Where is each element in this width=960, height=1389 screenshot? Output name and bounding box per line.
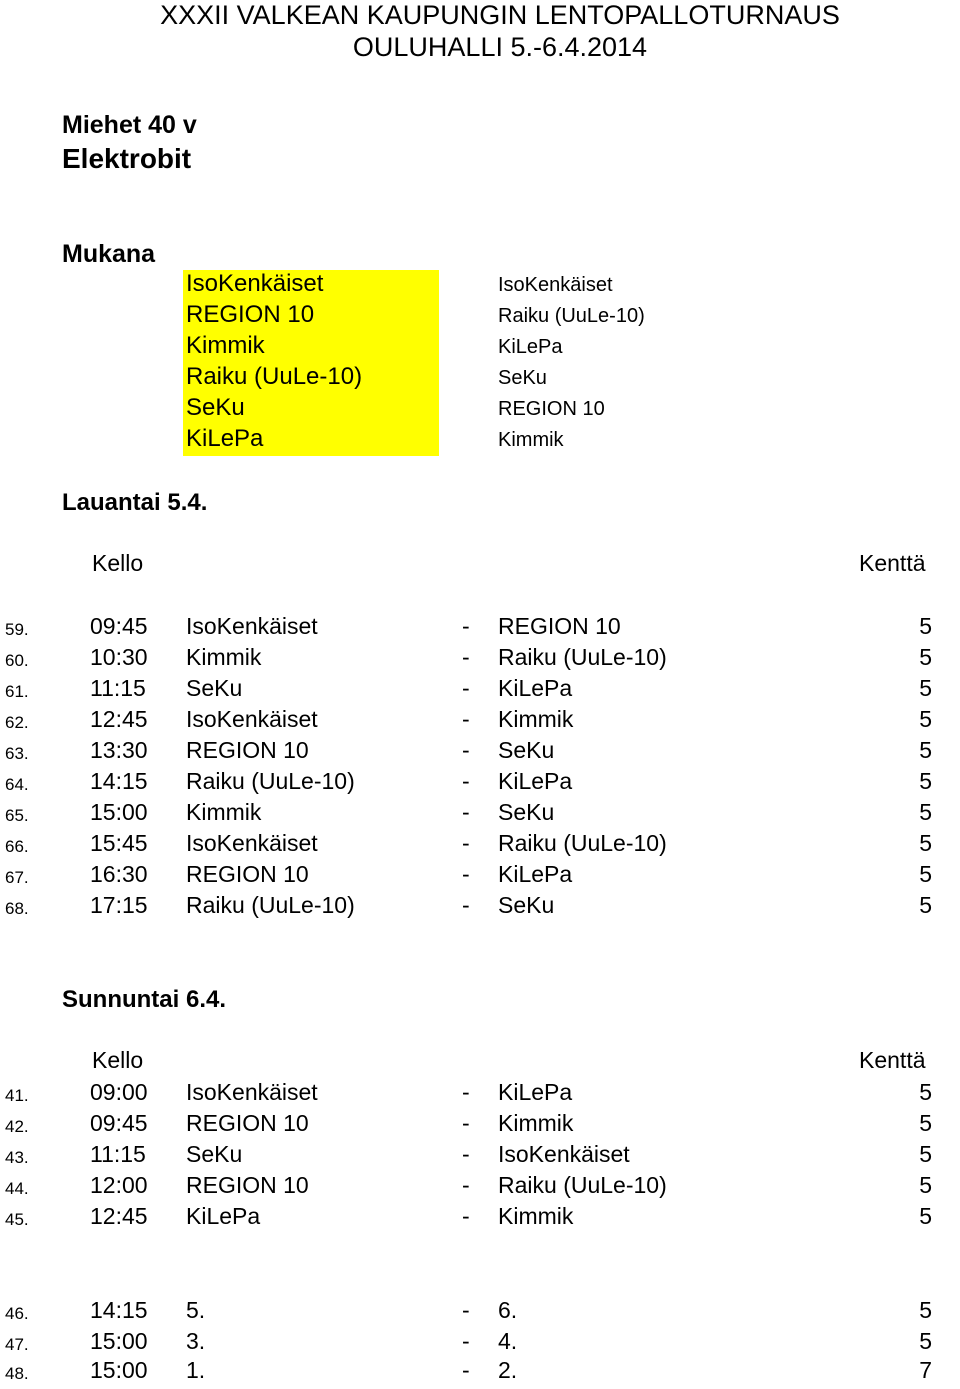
- highlighted-team: SeKu: [186, 394, 245, 421]
- home-team: IsoKenkäiset: [186, 1079, 318, 1105]
- match-time: 17:15: [90, 892, 148, 918]
- versus-dash: -: [462, 830, 470, 856]
- match-number: 68.: [5, 899, 29, 918]
- court-number: 5: [919, 830, 932, 856]
- away-team: SeKu: [498, 892, 555, 918]
- away-team: Kimmik: [498, 1110, 574, 1136]
- match-time: 11:15: [90, 675, 146, 701]
- sunday-heading: Sunnuntai 6.4.: [62, 986, 227, 1013]
- home-team: Raiku (UuLe-10): [186, 768, 355, 794]
- match-row: [0, 611, 960, 642]
- home-placement: 3.: [186, 1328, 206, 1354]
- away-team: Kimmik: [498, 1203, 574, 1229]
- placement-match-row: [0, 1326, 960, 1357]
- match-number: 43.: [5, 1148, 29, 1167]
- court-number: 5: [919, 861, 932, 887]
- match-time: 14:15: [90, 1297, 148, 1323]
- team-list-item: KiLePa: [498, 336, 563, 358]
- sunday-court-column-header: Kenttä: [859, 1047, 926, 1073]
- away-team: Raiku (UuLe-10): [498, 1172, 667, 1198]
- versus-dash: -: [462, 1297, 470, 1323]
- court-number: 5: [919, 737, 932, 763]
- team-list-item: Raiku (UuLe-10): [498, 305, 645, 327]
- category-heading: Miehet 40 v: [62, 111, 197, 139]
- match-number: 60.: [5, 651, 29, 670]
- match-number: 44.: [5, 1179, 29, 1198]
- placement-match-row: [0, 1295, 960, 1326]
- versus-dash: -: [462, 1357, 470, 1383]
- away-team: SeKu: [498, 737, 555, 763]
- versus-dash: -: [462, 737, 470, 763]
- saturday-heading: Lauantai 5.4.: [62, 489, 208, 516]
- court-number: 5: [919, 1328, 932, 1354]
- home-placement: 1.: [186, 1357, 206, 1383]
- match-number: 48.: [5, 1364, 29, 1383]
- match-row: [0, 828, 960, 859]
- match-time: 16:30: [90, 861, 148, 887]
- away-team: Raiku (UuLe-10): [498, 644, 667, 670]
- court-number: 5: [919, 613, 932, 639]
- away-team: REGION 10: [498, 613, 621, 639]
- match-time: 15:00: [90, 1357, 148, 1383]
- versus-dash: -: [462, 799, 470, 825]
- saturday-court-column-header: Kenttä: [859, 550, 926, 576]
- versus-dash: -: [462, 1079, 470, 1105]
- home-team: IsoKenkäiset: [186, 830, 318, 856]
- home-team: SeKu: [186, 675, 243, 701]
- match-number: 65.: [5, 806, 29, 825]
- placement-match-row: [0, 1355, 960, 1386]
- participants-label: Mukana: [62, 240, 156, 268]
- match-number: 63.: [5, 744, 29, 763]
- match-time: 09:45: [90, 613, 148, 639]
- match-row: [0, 1108, 960, 1139]
- match-row: [0, 797, 960, 828]
- highlighted-team: IsoKenkäiset: [186, 270, 324, 297]
- match-row: [0, 735, 960, 766]
- court-number: 5: [919, 1203, 932, 1229]
- sunday-time-column-header: Kello: [92, 1047, 144, 1073]
- match-row: [0, 1170, 960, 1201]
- highlighted-team: REGION 10: [186, 301, 315, 328]
- home-team: Kimmik: [186, 799, 262, 825]
- home-team: SeKu: [186, 1141, 243, 1167]
- home-team: REGION 10: [186, 1172, 309, 1198]
- court-number: 5: [919, 892, 932, 918]
- match-time: 15:45: [90, 830, 148, 856]
- versus-dash: -: [462, 1203, 470, 1229]
- away-placement: 2.: [498, 1357, 518, 1383]
- match-number: 59.: [5, 620, 29, 639]
- versus-dash: -: [462, 675, 470, 701]
- match-row: [0, 1139, 960, 1170]
- court-number: 5: [919, 1079, 932, 1105]
- away-team: IsoKenkäiset: [498, 1141, 630, 1167]
- match-time: 12:00: [90, 1172, 148, 1198]
- away-team: KiLePa: [498, 675, 573, 701]
- home-team: Kimmik: [186, 644, 262, 670]
- home-placement: 5.: [186, 1297, 206, 1323]
- match-time: 09:00: [90, 1079, 148, 1105]
- highlighted-team: Kimmik: [186, 332, 265, 359]
- match-number: 45.: [5, 1210, 29, 1229]
- match-row: [0, 1201, 960, 1232]
- away-team: Kimmik: [498, 706, 574, 732]
- sponsor-heading: Elektrobit: [62, 143, 192, 174]
- match-time: 09:45: [90, 1110, 148, 1136]
- versus-dash: -: [462, 768, 470, 794]
- court-number: 5: [919, 1172, 932, 1198]
- team-list-item: SeKu: [498, 367, 547, 389]
- court-number: 5: [919, 768, 932, 794]
- home-team: KiLePa: [186, 1203, 261, 1229]
- saturday-time-column-header: Kello: [92, 550, 144, 576]
- match-number: 67.: [5, 868, 29, 887]
- match-time: 15:00: [90, 799, 148, 825]
- home-team: REGION 10: [186, 1110, 309, 1136]
- tournament-title: XXXII VALKEAN KAUPUNGIN LENTOPALLOTURNAUS: [160, 0, 840, 30]
- away-team: KiLePa: [498, 768, 573, 794]
- match-number: 41.: [5, 1086, 29, 1105]
- home-team: IsoKenkäiset: [186, 706, 318, 732]
- match-number: 62.: [5, 713, 29, 732]
- versus-dash: -: [462, 706, 470, 732]
- highlighted-team: Raiku (UuLe-10): [186, 363, 363, 390]
- court-number: 5: [919, 644, 932, 670]
- match-row: [0, 704, 960, 735]
- court-number: 5: [919, 706, 932, 732]
- match-number: 47.: [5, 1335, 29, 1354]
- versus-dash: -: [462, 1328, 470, 1354]
- court-number: 5: [919, 675, 932, 701]
- match-row: [0, 1077, 960, 1108]
- match-number: 64.: [5, 775, 29, 794]
- home-team: REGION 10: [186, 861, 309, 887]
- court-number: 5: [919, 1141, 932, 1167]
- away-team: Raiku (UuLe-10): [498, 830, 667, 856]
- match-row: [0, 859, 960, 890]
- match-time: 10:30: [90, 644, 148, 670]
- court-number: 5: [919, 799, 932, 825]
- match-time: 12:45: [90, 1203, 148, 1229]
- match-number: 66.: [5, 837, 29, 856]
- versus-dash: -: [462, 644, 470, 670]
- away-team: KiLePa: [498, 1079, 573, 1105]
- match-time: 12:45: [90, 706, 148, 732]
- court-number: 5: [919, 1297, 932, 1323]
- court-number: 7: [919, 1357, 932, 1383]
- team-list-item: IsoKenkäiset: [498, 274, 613, 296]
- home-team: IsoKenkäiset: [186, 613, 318, 639]
- match-time: 13:30: [90, 737, 148, 763]
- match-row: [0, 642, 960, 673]
- match-number: 46.: [5, 1304, 29, 1323]
- versus-dash: -: [462, 613, 470, 639]
- versus-dash: -: [462, 861, 470, 887]
- match-row: [0, 673, 960, 704]
- match-time: 15:00: [90, 1328, 148, 1354]
- away-team: SeKu: [498, 799, 555, 825]
- versus-dash: -: [462, 892, 470, 918]
- home-team: Raiku (UuLe-10): [186, 892, 355, 918]
- match-time: 11:15: [90, 1141, 146, 1167]
- match-time: 14:15: [90, 768, 148, 794]
- court-number: 5: [919, 1110, 932, 1136]
- match-number: 42.: [5, 1117, 29, 1136]
- team-list-item: Kimmik: [498, 429, 564, 451]
- highlighted-team: KiLePa: [186, 425, 264, 452]
- home-team: REGION 10: [186, 737, 309, 763]
- match-row: [0, 766, 960, 797]
- versus-dash: -: [462, 1141, 470, 1167]
- match-number: 61.: [5, 682, 29, 701]
- team-list-item: REGION 10: [498, 398, 605, 420]
- away-placement: 4.: [498, 1328, 518, 1354]
- versus-dash: -: [462, 1110, 470, 1136]
- away-placement: 6.: [498, 1297, 518, 1323]
- away-team: KiLePa: [498, 861, 573, 887]
- tournament-venue-date: OULUHALLI 5.-6.4.2014: [352, 32, 648, 62]
- versus-dash: -: [462, 1172, 470, 1198]
- match-row: [0, 890, 960, 921]
